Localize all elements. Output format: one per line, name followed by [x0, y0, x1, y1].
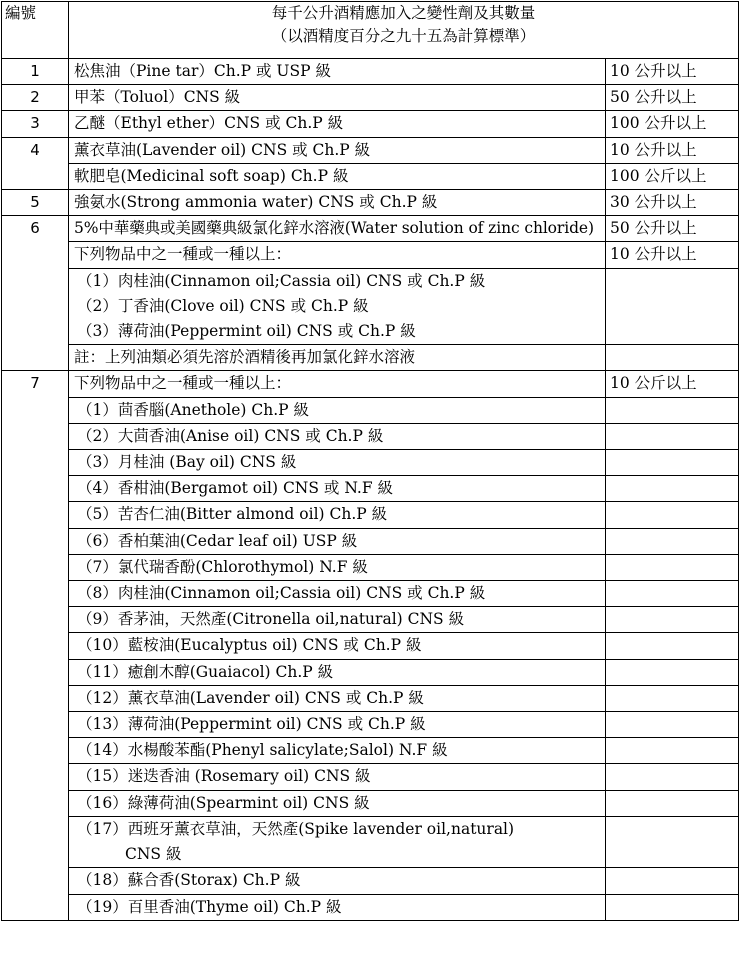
- table-row: [2, 59, 739, 85]
- table-row: [2, 450, 739, 476]
- group7-qty: 10 公斤以上: [606, 371, 739, 397]
- table-row: [2, 554, 739, 580]
- denaturant-table: [1, 1, 739, 921]
- group6-note: 註：上列油類必須先溶於酒精後再加氯化鋅水溶液: [69, 345, 606, 371]
- table-row: [2, 163, 739, 189]
- table-row: [2, 894, 739, 920]
- list-item: （15）迷迭香油 (Rosemary oil) CNS 級: [69, 764, 606, 790]
- table-row: [2, 868, 739, 894]
- table-row: [2, 659, 739, 685]
- list-item: （14）水楊酸苯酯(Phenyl salicylate;Salol) N.F 級: [69, 738, 606, 764]
- list-item: （18）蘇合香(Storax) Ch.P 級: [69, 868, 606, 894]
- list-item: （16）綠薄荷油(Spearmint oil) CNS 級: [69, 790, 606, 816]
- list-item: （1）肉桂油(Cinnamon oil;Cassia oil) CNS 或 Ch.P 級: [77, 271, 486, 290]
- table-row: [2, 790, 739, 816]
- table-header-row: [2, 2, 739, 59]
- list-item: （3）薄荷油(Peppermint oil) CNS 或 Ch.P 級: [77, 322, 416, 341]
- list-item: （7）氯代瑞香酚(Chlorothymol) N.F 級: [69, 554, 606, 580]
- list-item: （12）薰衣草油(Lavender oil) CNS 或 Ch.P 級: [69, 685, 606, 711]
- list-item: （8）肉桂油(Cinnamon oil;Cassia oil) CNS 或 Ch.P 級: [69, 581, 606, 607]
- list-item: [69, 816, 606, 867]
- empty-cell: [606, 268, 739, 345]
- group6-intro: 下列物品中之一種或一種以上：: [69, 242, 606, 268]
- header-item: [69, 2, 739, 59]
- empty-cell: [606, 345, 739, 371]
- empty-cell: [606, 633, 739, 659]
- row-qty: 100 公升以上: [606, 111, 739, 137]
- row-num: 3: [2, 111, 69, 137]
- row-qty: 50 公升以上: [606, 216, 739, 242]
- list-item: （13）薄荷油(Peppermint oil) CNS 或 Ch.P 級: [69, 712, 606, 738]
- empty-cell: [606, 738, 739, 764]
- table-row: [2, 242, 739, 268]
- row-qty: 10 公升以上: [606, 59, 739, 85]
- table-row: [2, 371, 739, 397]
- table-row: [2, 85, 739, 111]
- empty-cell: [606, 607, 739, 633]
- row-num: 2: [2, 85, 69, 111]
- table-row: [2, 712, 739, 738]
- table-row: [2, 190, 739, 216]
- table-row: [2, 111, 739, 137]
- table-row: [2, 633, 739, 659]
- row-item: 強氨水(Strong ammonia water) CNS 或 Ch.P 級: [69, 190, 606, 216]
- table-row: [2, 423, 739, 449]
- group6-items: [69, 268, 606, 345]
- list-item: （19）百里香油(Thyme oil) Ch.P 級: [69, 894, 606, 920]
- empty-cell: [606, 423, 739, 449]
- empty-cell: [606, 790, 739, 816]
- list-item: （6）香柏葉油(Cedar leaf oil) USP 級: [69, 528, 606, 554]
- empty-cell: [606, 685, 739, 711]
- table-row: [2, 502, 739, 528]
- list-item: （9）香茅油，天然產(Citronella oil,natural) CNS 級: [69, 607, 606, 633]
- empty-cell: [606, 894, 739, 920]
- table-row: [2, 738, 739, 764]
- table-row: [2, 528, 739, 554]
- table-row: [2, 216, 739, 242]
- empty-cell: [606, 816, 739, 867]
- row-qty: 10 公升以上: [606, 137, 739, 163]
- table-row: [2, 137, 739, 163]
- empty-cell: [606, 554, 739, 580]
- table-row: [2, 581, 739, 607]
- empty-cell: [606, 764, 739, 790]
- list-item: （1）茴香腦(Anethole) Ch.P 級: [69, 397, 606, 423]
- table-row: [2, 764, 739, 790]
- header-num: 編號: [2, 2, 69, 59]
- empty-cell: [606, 868, 739, 894]
- row-num: 1: [2, 59, 69, 85]
- item17-line2: CNS 級: [125, 845, 182, 864]
- list-item: （3）月桂油 (Bay oil) CNS 級: [69, 450, 606, 476]
- empty-cell: [606, 502, 739, 528]
- empty-cell: [606, 581, 739, 607]
- row-item: 軟肥皂(Medicinal soft soap) Ch.P 級: [69, 163, 606, 189]
- list-item: （11）癒創木醇(Guaiacol) Ch.P 級: [69, 659, 606, 685]
- empty-cell: [606, 659, 739, 685]
- row-qty: 30 公升以上: [606, 190, 739, 216]
- row-qty: 100 公斤以上: [606, 163, 739, 189]
- list-item: （2）丁香油(Clove oil) CNS 或 Ch.P 級: [77, 296, 369, 315]
- row-num: 6: [2, 216, 69, 371]
- table-row: [2, 685, 739, 711]
- table-row: [2, 268, 739, 345]
- table-row: [2, 607, 739, 633]
- row-item: 甲苯（Toluol）CNS 級: [69, 85, 606, 111]
- row-item: 5%中華藥典或美國藥典級氯化鋅水溶液(Water solution of zinc chloride): [69, 216, 606, 242]
- group6-qty: 10 公升以上: [606, 242, 739, 268]
- table-row: [2, 816, 739, 867]
- list-item: （10）藍桉油(Eucalyptus oil) CNS 或 Ch.P 級: [69, 633, 606, 659]
- list-item: （2）大茴香油(Anise oil) CNS 或 Ch.P 級: [69, 423, 606, 449]
- empty-cell: [606, 476, 739, 502]
- list-item: （4）香柑油(Bergamot oil) CNS 或 N.F 級: [69, 476, 606, 502]
- table-row: [2, 345, 739, 371]
- header-item-line1: 每千公升酒精應加入之變性劑及其數量: [271, 4, 536, 22]
- table-row: [2, 397, 739, 423]
- header-item-line2: （以酒精度百分之九十五為計算標準）: [271, 27, 536, 45]
- row-num: 4: [2, 137, 69, 189]
- row-num: 7: [2, 371, 69, 920]
- row-item: 薰衣草油(Lavender oil) CNS 或 Ch.P 級: [69, 137, 606, 163]
- list-item: （5）苦杏仁油(Bitter almond oil) Ch.P 級: [69, 502, 606, 528]
- empty-cell: [606, 528, 739, 554]
- empty-cell: [606, 712, 739, 738]
- table-row: [2, 476, 739, 502]
- row-num: 5: [2, 190, 69, 216]
- empty-cell: [606, 450, 739, 476]
- row-item: 松焦油（Pine tar）Ch.P 或 USP 級: [69, 59, 606, 85]
- group7-intro: 下列物品中之一種或一種以上：: [69, 371, 606, 397]
- item17-line1: （17）西班牙薰衣草油，天然產(Spike lavender oil,natural): [77, 819, 515, 838]
- row-item: 乙醚（Ethyl ether）CNS 或 Ch.P 級: [69, 111, 606, 137]
- row-qty: 50 公升以上: [606, 85, 739, 111]
- empty-cell: [606, 397, 739, 423]
